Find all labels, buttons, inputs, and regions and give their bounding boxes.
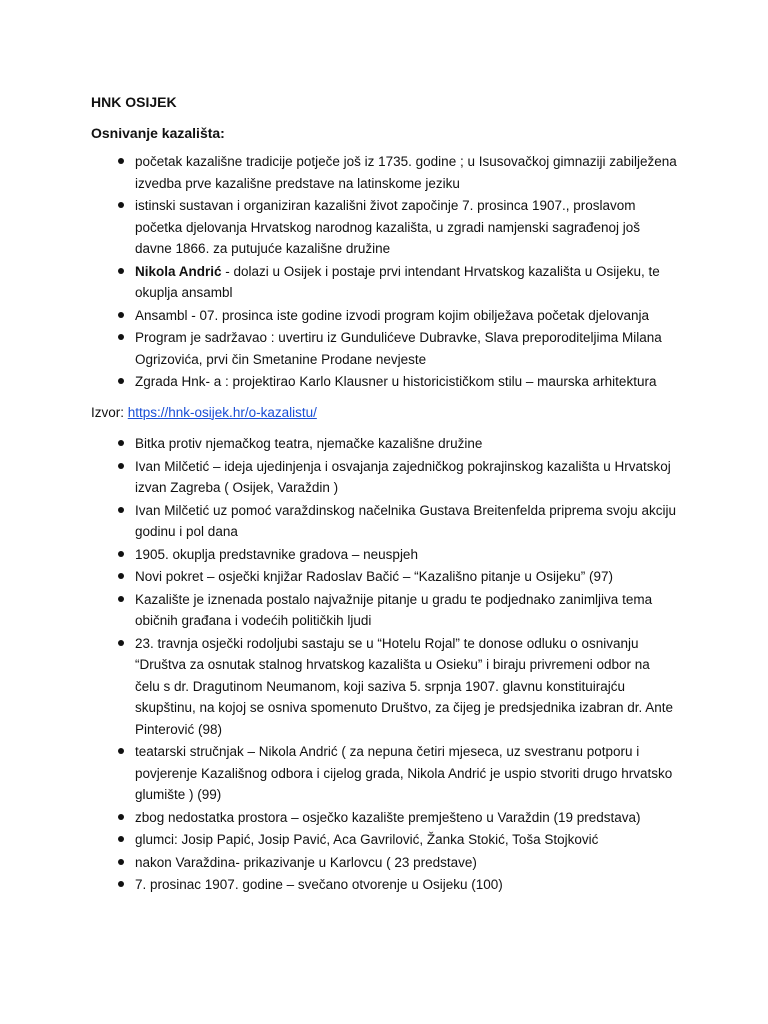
bullet-icon [118,440,124,446]
list-item [91,874,678,896]
bullet-icon [118,836,124,842]
list-item-text: Ansambl - 07. prosinca iste godine izvodi program kojim obilježava početak djelovanja [135,307,650,323]
list-item [91,500,678,543]
list-item-text: glumci: Josip Papić, Josip Pavić, Aca Gavrilović, Žanka Stokić, Toša Stojković [135,832,599,847]
list-item [91,261,678,304]
list-item-text: 23. travnja osječki rodoljubi sastaju se u “Hotelu Rojal” te donose odluku o osnivanju “Društva za osnutak stalnog hrvatskog kazališta u Osieku” i biraju privremeni odbor na čelu s dr. Dragutinom Neumanom, koji saziva 5. srpnja 1907. glavnu konstituirajću skupštinu, na kojoj se osniva spomenuto Društvo, za čijeg je predsjednika izabran dr. Ante Pinterović (98) [135,635,674,737]
list-item [91,456,678,499]
list-item-text: 7. prosinac 1907. godine – svečano otvorenje u Osijeku (100) [135,877,503,892]
list-item-text: Zgrada Hnk- a : projektirao Karlo Klausner u historicističkom stilu – maurska arhitektura [135,374,657,389]
list-item [91,195,678,260]
list-item-text: Program je sadržavao : uvertiru iz Gundulićeve Dubravke, Slava preporoditeljima Milana Ogrizovića, prvi čin Smetanine Prodane nevjeste [135,330,662,367]
bullet-icon [118,378,124,384]
bullet-icon [118,748,124,754]
bullet-list-founding [91,151,678,393]
list-item-text: Ivan Milčetić uz pomoć varaždinskog načelnika Gustava Breitenfelda priprema svoju akciju godinu i pol dana [135,502,677,539]
list-item [91,589,678,632]
source-line [91,402,678,424]
list-item-text: zbog nedostatka prostora – osječko kazalište premješteno u Varaždin (19 predstava) [135,809,641,825]
list-item [91,433,678,455]
source-link[interactable]: https://hnk-osijek.hr/o-kazalistu/ [127,404,317,420]
document-title: HNK OSIJEK [91,94,177,110]
bullet-icon [118,334,124,340]
list-item-text: Kazalište je iznenada postalo najvažnije pitanje u gradu te podjednako zanimljiva tema običnih građana i vodećih političkih ljudi [135,591,653,628]
list-item [91,566,678,588]
bullet-icon [118,814,124,820]
list-item-text: nakon Varaždina- prikazivanje u Karlovcu ( 23 predstave) [135,854,477,870]
list-item [91,544,678,566]
list-item [91,829,678,851]
bullet-icon [118,596,124,602]
bullet-icon [118,859,124,865]
bullet-icon [118,268,124,274]
bullet-icon [118,507,124,513]
list-item-text: istinski sustavan i organiziran kazališni život započinje 7. prosinca 1907., proslavom početka djelovanja Hrvatskog narodnog kazališta, u zgradi namjenski sagrađenoj još davne 1866. za putujuće kazališne družine [135,198,641,256]
source-label: Izvor: [91,404,128,420]
list-item-text: početak kazališne tradicije potječe još iz 1735. godine ; u Isusovačkoj gimnaziji zabilježena izvedba prve kazališne predstave na latinskome jeziku [135,154,677,191]
list-item [91,327,678,370]
bullet-icon [118,881,124,887]
bullet-icon [118,312,124,318]
list-item-text: teatarski stručnjak – Nikola Andrić ( za nepuna četiri mjeseca, uz svestranu potporu i povjerenje Kazališnog odbora i cijelog grada, Nikola Andrić je uspio stvoriti drugo hrvatsko glumište ) (99) [135,744,673,802]
list-item-text: Novi pokret – osječki knjižar Radoslav Bačić – “Kazališno pitanje u Osijeku” (97) [135,569,613,584]
list-item-text: Bitka protiv njemačkog teatra, njemačke kazališne družine [135,436,483,451]
bullet-icon [118,202,124,208]
list-item [91,371,678,393]
section-heading: Osnivanje kazališta: [91,125,225,141]
list-item [91,741,678,806]
list-item [91,151,678,194]
bullet-icon [118,463,124,469]
list-item [91,305,678,327]
bullet-icon [118,640,124,646]
bullet-list-history [91,433,678,896]
list-item [91,807,678,829]
list-item-text: Ivan Milčetić – ideja ujedinjenja i osvajanja zajedničkog pokrajinskog kazališta u Hrvatskoj izvan Zagreba ( Osijek, Varaždin ) [135,458,671,495]
list-item [91,633,678,741]
bullet-icon [118,573,124,579]
list-item-text: - dolazi u Osijek i postaje prvi intendant Hrvatskog kazališta u Osijeku, te okuplja ansambl [135,263,660,300]
list-item-text: 1905. okuplja predstavnike gradova – neuspjeh [135,546,418,562]
bullet-icon [118,158,124,164]
list-item-bold-name: Nikola Andrić [135,263,222,279]
list-item [91,852,678,874]
bullet-icon [118,551,124,557]
